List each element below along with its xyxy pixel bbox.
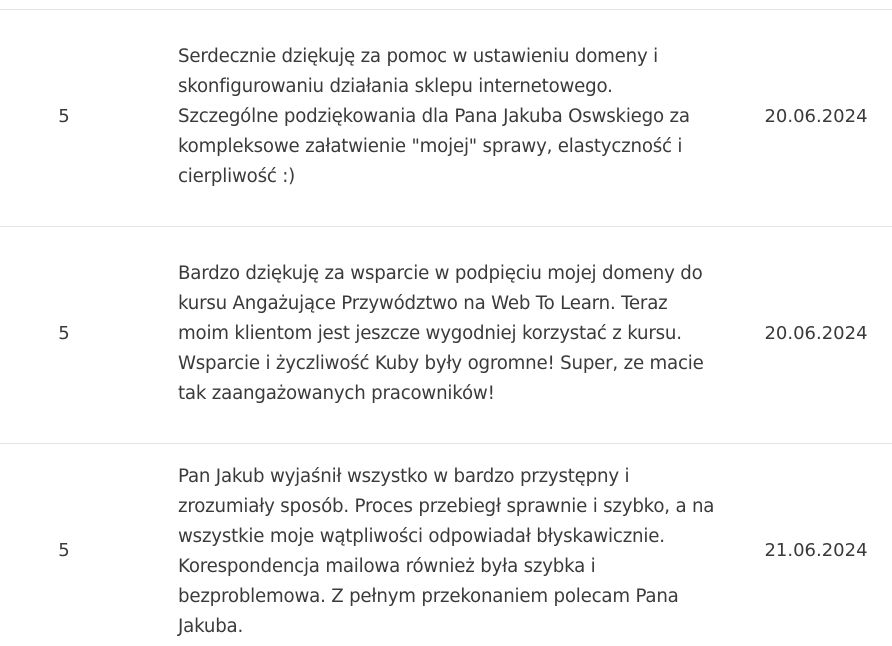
table-row xyxy=(0,227,892,444)
review-text: Bardzo dziękuję za wsparcie w podpięciu mojej domeny do kursu Angażujące Przywództwo na Web To Learn. Teraz moim klientom jest jeszcze wygodniej korzystać z kursu. Wsparcie i życzliwość Kuby były ogromne! Super, ze macie tak zaangażowanych pracowników! xyxy=(178,263,704,404)
review-rating: 5 xyxy=(58,106,70,127)
review-date: 20.06.2024 xyxy=(764,323,868,344)
review-date: 20.06.2024 xyxy=(764,106,868,127)
review-rating: 5 xyxy=(58,323,70,344)
review-date: 21.06.2024 xyxy=(764,540,868,561)
review-text: Pan Jakub wyjaśnił wszystko w bardzo przystępny i zrozumiały sposób. Proces przebiegł sprawnie i szybko, a na wszystkie moje wątpliwości odpowiadał błyskawicznie. Korespondencja mailowa również była szybka i bezproblemowa. Z pełnym przekonaniem polecam Pana Jakuba. xyxy=(178,466,715,637)
review-text: Serdecznie dziękuję za pomoc w ustawieniu domeny i skonfigurowaniu działania sklepu internetowego. Szczególne podziękowania dla Pana Jakuba Oswskiego za kompleksowe załatwienie "mojej" sprawy, elastyczność i cierpliwość :) xyxy=(178,46,690,187)
table-row xyxy=(0,10,892,227)
table-row xyxy=(0,444,892,646)
review-rating: 5 xyxy=(58,540,70,561)
